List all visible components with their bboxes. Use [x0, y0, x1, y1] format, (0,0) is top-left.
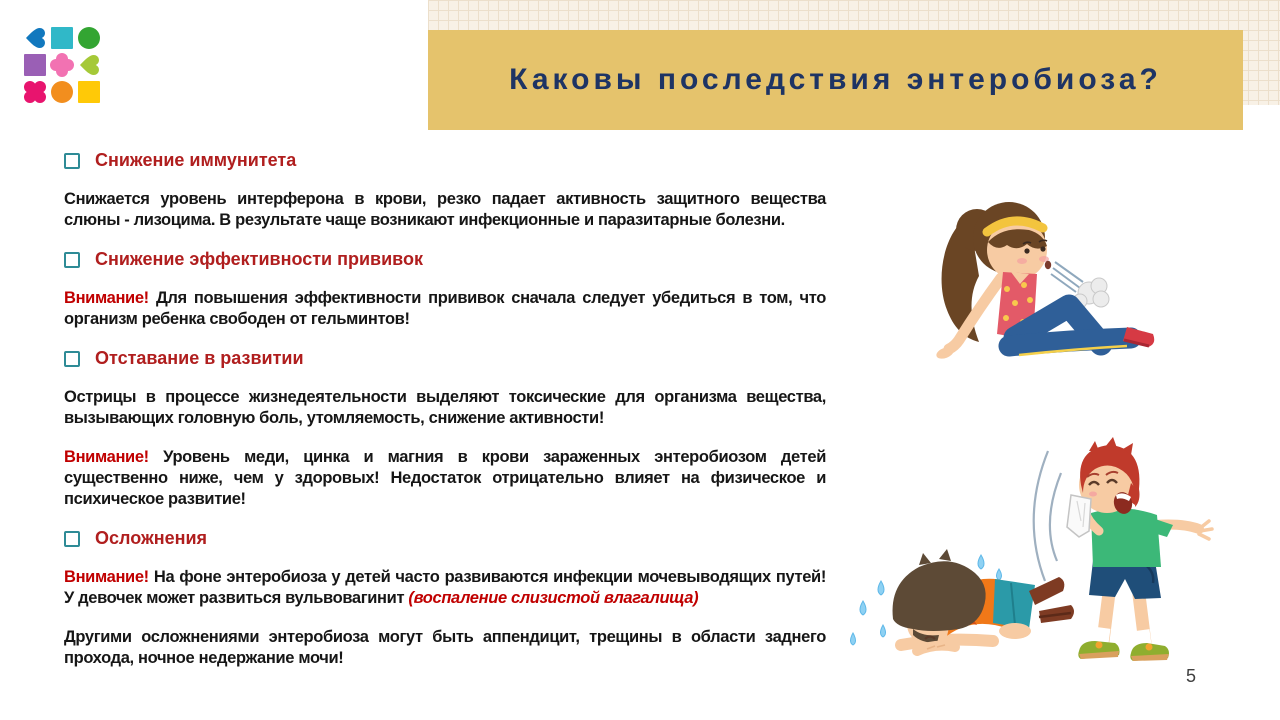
logo-circle-icon	[51, 81, 73, 103]
paragraph	[64, 189, 826, 231]
paragraph-text: Острицы в процессе жизнедеятельности выделяют токсические для организма вещества, вызывающих головную боль, утомляемость, снижение активности!	[64, 388, 826, 427]
paragraph	[64, 567, 826, 609]
logo-heart-icon	[26, 28, 45, 48]
paragraph-text: Другими осложнениями энтеробиоза могут быть аппендицит, трещины в области заднего прохода, ночное недержание мочи!	[64, 628, 826, 667]
paragraph	[64, 387, 826, 429]
italic-note: (воспаление слизистой влагалища)	[408, 589, 699, 607]
logo-circle-icon	[78, 27, 100, 49]
paragraph	[64, 288, 826, 330]
section-header-label: Снижение эффективности прививок	[95, 249, 424, 269]
checkbox-bullet-icon	[64, 351, 80, 367]
attention-label: Внимание!	[64, 289, 149, 307]
section-header	[64, 528, 826, 549]
logo-clover-icon	[24, 81, 46, 103]
checkbox-bullet-icon	[64, 153, 80, 169]
girl-coughing-illustration	[903, 188, 1155, 382]
boys-sneezing-illustration	[843, 433, 1235, 679]
logo-square-icon	[78, 81, 100, 103]
paragraph-text: На фоне энтеробиоза у детей часто развиваются инфекции мочевыводящих путей! У девочек может развиться вульвовагинит	[64, 568, 826, 607]
logo-square-icon	[51, 27, 73, 49]
paragraph-text: Уровень меди, цинка и магния в крови зараженных энтеробиозом детей существенно ниже, чем у здоровых! Недостаток отрицательно влияет на физическое и психическое развитие!	[64, 448, 826, 508]
page-number: 5	[1186, 666, 1197, 686]
section-header	[64, 249, 826, 270]
section-header	[64, 150, 826, 171]
page-title: Каковы последствия энтеробиоза?	[509, 63, 1162, 96]
logo-square-icon	[24, 54, 46, 76]
title-banner	[428, 30, 1243, 130]
section-header-label: Осложнения	[95, 528, 208, 548]
logo	[24, 27, 100, 103]
paragraph	[64, 627, 826, 669]
section-header-label: Отставание в развитии	[95, 348, 304, 368]
checkbox-bullet-icon	[64, 252, 80, 268]
logo-flower-icon	[50, 53, 74, 77]
paragraph-text: Для повышения эффективности прививок сначала следует убедиться в том, что организм ребенка свободен от гельминтов!	[64, 289, 826, 328]
body-text-column	[64, 150, 826, 687]
section-header-label: Снижение иммунитета	[95, 150, 297, 170]
attention-label: Внимание!	[64, 448, 149, 466]
checkbox-bullet-icon	[64, 531, 80, 547]
paragraph-text: Снижается уровень интерферона в крови, резко падает активность защитного вещества слюны - лизоцима. В результате чаще возникают инфекционные и паразитарные болезни.	[64, 190, 826, 229]
logo-heart-icon	[80, 55, 99, 75]
attention-label: Внимание!	[64, 568, 149, 586]
section-header	[64, 348, 826, 369]
paragraph	[64, 447, 826, 510]
